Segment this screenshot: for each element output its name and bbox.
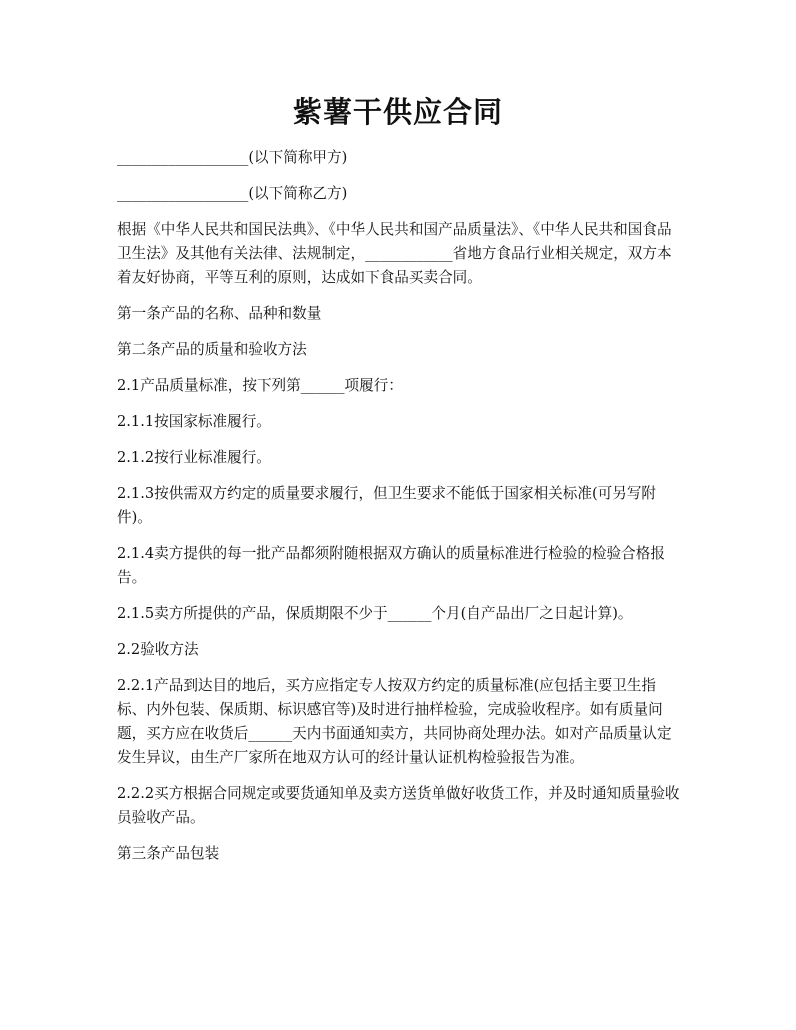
clause-2-1-5: 2.1.5卖方所提供的产品，保质期限不少于______个月(自产品出厂之日起计算)。: [117, 605, 633, 622]
preamble-paragraph: 根据《中华人民共和国民法典》、《中华人民共和国产品质量法》、《中华人民共和国食品卫生法》及其他有关法律、法规制定，____________省地方食品行业相关规定，双方本着友好协商，平等互利的原则，达成如下食品买卖合同。: [117, 221, 672, 286]
article-1-heading: 第一条产品的名称、品种和数量: [117, 305, 322, 322]
clause-2-2-1: 2.2.1产品到达目的地后，买方应指定专人按双方约定的质量标准(应包括主要卫生指标、内外包装、保质期、标识感官等)及时进行抽样检验，完成验收程序。如有质量问题，买方应在收货后______天内书面通知卖方，共同协商处理办法。如对产品质量认定发生异议，由生产厂家所在地双方认可的经计量认证机构检验报告为准。: [117, 677, 672, 766]
clause-2-1-3: 2.1.3按供需双方约定的质量要求履行，但卫生要求不能低于国家相关标准(可另写附件)。: [117, 485, 657, 526]
document-body: [117, 146, 683, 878]
clause-2-1-1: 2.1.1按国家标准履行。: [117, 413, 271, 430]
clause-2-1: 2.1产品质量标准，按下列第______项履行：: [117, 377, 403, 394]
article-2-heading: 第二条产品的质量和验收方法: [117, 341, 307, 358]
clause-2-1-4: 2.1.4卖方提供的每一批产品都须附随根据双方确认的质量标准进行检验的检验合格报告。: [117, 545, 665, 586]
party-a-line: __________________(以下简称甲方): [117, 149, 348, 166]
party-b-line: __________________(以下简称乙方): [117, 185, 348, 202]
clause-2-2: 2.2验收方法: [117, 641, 199, 658]
article-3-heading: 第三条产品包装: [117, 845, 220, 862]
clause-2-1-2: 2.1.2按行业标准履行。: [117, 449, 271, 466]
document-title: 紫薯干供应合同: [292, 95, 503, 129]
clause-2-2-2: 2.2.2买方根据合同规定或要货通知单及卖方送货单做好收货工作，并及时通知质量验收员验收产品。: [117, 785, 680, 826]
